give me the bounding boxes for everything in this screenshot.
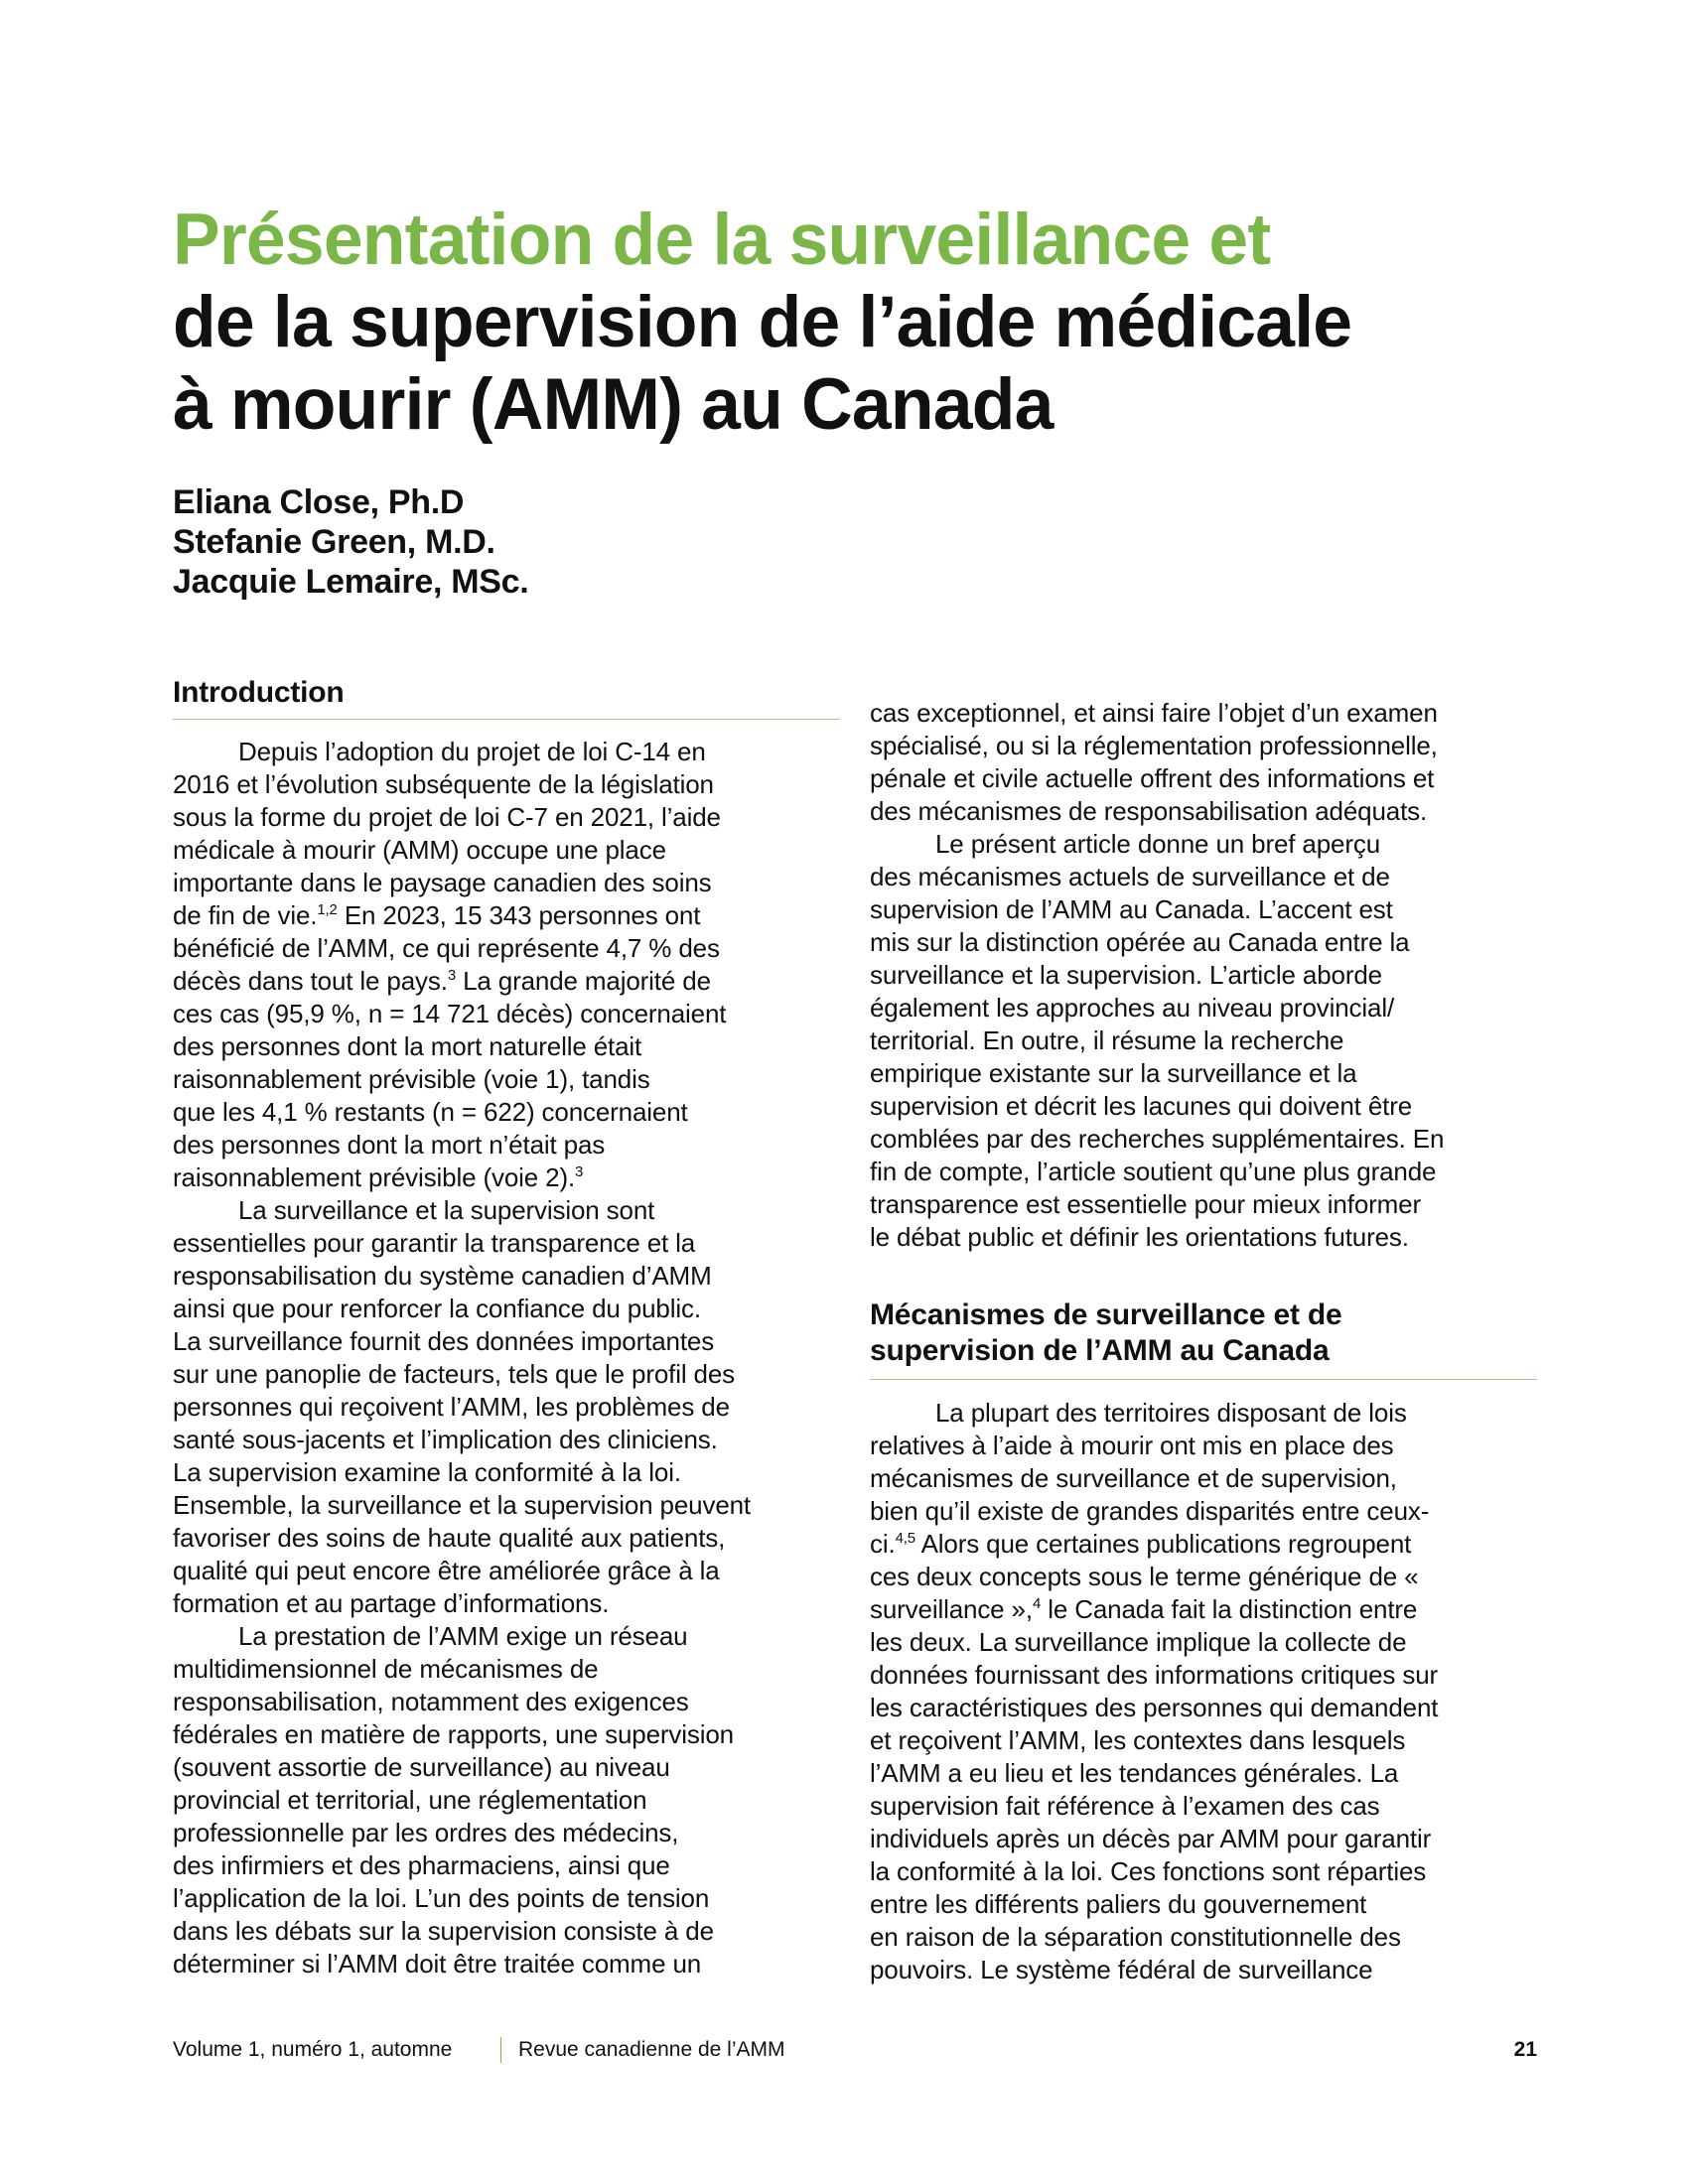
author-name: Eliana Close, Ph.D [173, 483, 465, 521]
text-line: ces cas (95,9 %, n = 14 721 décès) concernaient [173, 999, 727, 1028]
footnote-ref[interactable]: 3 [575, 1163, 584, 1180]
page-footer [173, 2037, 1537, 2063]
text-line: et reçoivent l’AMM, les contextes dans lesquels [870, 1725, 1406, 1755]
text-run: La grande majorité de [456, 966, 711, 996]
text-line: mis sur la distinction opérée au Canada entre la [870, 927, 1410, 957]
text-line: des personnes dont la mort n’était pas [173, 1130, 606, 1160]
text-run: surveillance », [870, 1594, 1033, 1624]
text-line: supervision de l’AMM au Canada. L’accent est [870, 894, 1393, 924]
text-line: formation et au partage d’informations. [173, 1588, 610, 1618]
text-line: des mécanismes actuels de surveillance et de [870, 862, 1390, 891]
text-line [173, 965, 751, 998]
footnote-ref[interactable]: 3 [447, 967, 457, 984]
text-line: responsabilisation du système canadien d’AMM [173, 1261, 712, 1291]
text-run: raisonnablement prévisible (voie 2). [173, 1162, 576, 1192]
text-line: cas exceptionnel, et ainsi faire l’objet d’un examen [870, 698, 1438, 728]
text-line: surveillance et la supervision. L’article aborde [870, 960, 1382, 990]
footnote-ref[interactable]: 4,5 [895, 1530, 915, 1547]
text-line: Le présent article donne un bref aperçu [935, 829, 1381, 859]
text-line: sous la forme du projet de loi C-7 en 2021, l’aide [173, 802, 721, 832]
author-name: Jacquie Lemaire, MSc. [173, 563, 529, 601]
text-line: dans les débats sur la supervision consiste à de [173, 1916, 714, 1946]
paragraph [870, 697, 1444, 1254]
text-line: personnes qui reçoivent l’AMM, les problèmes de [173, 1392, 730, 1422]
text-line: données fournissant des informations critiques sur [870, 1660, 1439, 1690]
text-line: transparence est essentielle pour mieux informer [870, 1189, 1421, 1219]
journal-name: Revue canadienne de l’AMM [518, 2038, 785, 2061]
title-line-3: à mourir (AMM) au Canada [173, 364, 1054, 445]
text-line: ainsi que pour renforcer la confiance du public. [173, 1294, 701, 1323]
text-line: raisonnablement prévisible (voie 1), tandis [173, 1064, 650, 1094]
text-line: la conformité à la loi. Ces fonctions sont réparties [870, 1856, 1427, 1886]
text-line: territorial. En outre, il résume la recherche [870, 1025, 1344, 1055]
text-line: Ensemble, la surveillance et la supervision peuvent [173, 1490, 752, 1520]
text-line: supervision fait référence à l’examen des cas [870, 1791, 1380, 1821]
text-line [870, 1528, 1438, 1561]
text-line: La prestation de l’AMM exige un réseau [238, 1621, 688, 1651]
text-line [173, 899, 751, 932]
text-line: La surveillance fournit des données importantes [173, 1326, 715, 1356]
text-run: ci. [870, 1529, 896, 1559]
text-line: favoriser des soins de haute qualité aux patients, [173, 1523, 726, 1553]
text-line: comblées par des recherches supplémentaires. En [870, 1124, 1445, 1154]
footnote-ref[interactable]: 1,2 [317, 901, 338, 918]
text-line: déterminer si l’AMM doit être traitée comme un [173, 1949, 702, 1979]
text-line: qualité qui peut encore être améliorée grâce à la [173, 1556, 720, 1585]
heading-line: Mécanismes de surveillance et de [870, 1298, 1342, 1331]
text-line: que les 4,1 % restants (n = 622) concernaient [173, 1097, 688, 1127]
text-line: responsabilisation, notamment des exigences [173, 1687, 689, 1716]
page-number: 21 [1513, 2038, 1537, 2061]
text-run: décès dans tout le pays. [173, 966, 448, 996]
section-divider [173, 719, 840, 720]
footnote-ref[interactable]: 4 [1032, 1595, 1042, 1612]
author-name: Stefanie Green, M.D. [173, 523, 495, 561]
text-line: (souvent assortie de surveillance) au niveau [173, 1752, 670, 1782]
text-line: multidimensionnel de mécanismes de [173, 1654, 599, 1684]
text-line [173, 1161, 751, 1194]
section-heading-introduction: Introduction [173, 676, 345, 709]
title-line-1: Présentation de la surveillance et [173, 200, 1271, 280]
text-line: Depuis l’adoption du projet de loi C-14 en [238, 737, 706, 766]
text-line: bien qu’il existe de grandes disparités entre ceux- [870, 1496, 1430, 1526]
text-line: des mécanismes de responsabilisation adéquats. [870, 796, 1428, 826]
text-line: spécialisé, ou si la réglementation professionnelle, [870, 731, 1438, 760]
text-line: provincial et territorial, une réglementation [173, 1785, 647, 1815]
text-line: fin de compte, l’article soutient qu’une plus grande [870, 1157, 1437, 1186]
text-run: Alors que certaines publications regroupent [914, 1529, 1412, 1559]
text-line: La surveillance et la supervision sont [238, 1195, 655, 1225]
paragraph [173, 736, 751, 1980]
text-line: supervision et décrit les lacunes qui doivent être [870, 1091, 1413, 1121]
text-line: La plupart des territoires disposant de lois [935, 1398, 1407, 1428]
text-line: des infirmiers et des pharmaciens, ainsi que [173, 1850, 670, 1880]
footer-divider [500, 2037, 501, 2063]
text-line: bénéficié de l’AMM, ce qui représente 4,7 % des [173, 933, 720, 963]
text-line: des personnes dont la mort naturelle était [173, 1031, 642, 1061]
paragraph [870, 1397, 1438, 1986]
text-line: ces deux concepts sous le terme générique de « [870, 1562, 1419, 1591]
text-line [870, 1593, 1438, 1626]
section-divider [870, 1379, 1537, 1380]
text-line: médicale à mourir (AMM) occupe une place [173, 835, 666, 865]
text-line: en raison de la séparation constitutionnelle des [870, 1922, 1401, 1952]
text-run: de fin de vie. [173, 900, 318, 930]
text-run: le Canada fait la distinction entre [1041, 1594, 1418, 1624]
text-line: l’AMM a eu lieu et les tendances générales. La [870, 1758, 1399, 1788]
text-line: l’application de la loi. L’un des points de tension [173, 1883, 710, 1913]
article-title [173, 199, 1563, 446]
text-line: santé sous-jacents et l’implication des cliniciens. [173, 1425, 718, 1454]
text-run: En 2023, 15 343 personnes ont [337, 900, 701, 930]
heading-line: supervision de l’AMM au Canada [870, 1334, 1330, 1367]
text-line: 2016 et l’évolution subséquente de la législation [173, 769, 714, 799]
text-line: sur une panoplie de facteurs, tels que le profil des [173, 1359, 736, 1389]
text-line: le débat public et définir les orientations futures. [870, 1222, 1409, 1252]
text-line: entre les différents paliers du gouvernement [870, 1889, 1367, 1919]
text-line: les deux. La surveillance implique la collecte de [870, 1627, 1407, 1657]
section-heading-mechanisms [870, 1297, 1342, 1369]
text-line: les caractéristiques des personnes qui demandent [870, 1693, 1439, 1722]
text-line: La supervision examine la conformité à la loi. [173, 1457, 681, 1487]
text-line: empirique existante sur la surveillance et la [870, 1058, 1357, 1088]
author-list [173, 482, 528, 602]
title-line-2: de la supervision de l’aide médicale [173, 282, 1352, 362]
text-line: importante dans le paysage canadien des soins [173, 868, 712, 897]
issue-info: Volume 1, numéro 1, automne [173, 2038, 453, 2061]
text-line: pénale et civile actuelle offrent des informations et [870, 763, 1435, 793]
text-line: professionnelle par les ordres des médecins, [173, 1818, 679, 1847]
text-line: essentielles pour garantir la transparence et la [173, 1228, 696, 1258]
text-line: fédérales en matière de rapports, une supervision [173, 1719, 734, 1749]
text-line: mécanismes de surveillance et de supervision, [870, 1463, 1397, 1493]
text-line: également les approches au niveau provincial/ [870, 993, 1395, 1023]
text-line: individuels après un décès par AMM pour garantir [870, 1824, 1432, 1853]
text-line: relatives à l’aide à mourir ont mis en place des [870, 1431, 1394, 1460]
text-line: pouvoirs. Le système fédéral de surveillance [870, 1955, 1373, 1984]
